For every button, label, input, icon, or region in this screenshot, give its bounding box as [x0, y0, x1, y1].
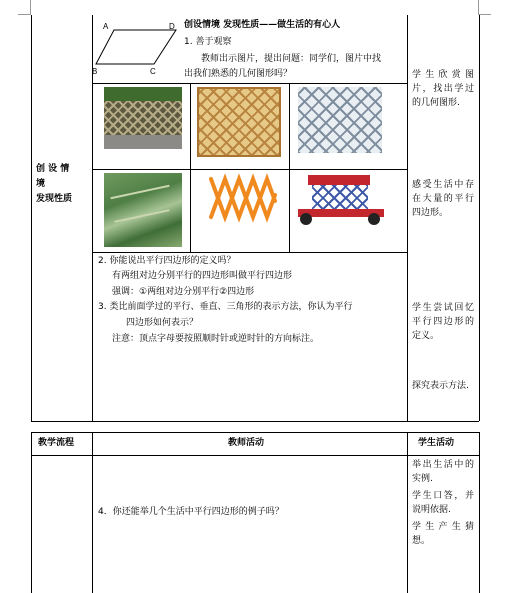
step3-line1: 3. 类比前面学过的平行、垂直、三角形的表示方法，你认为平行 [98, 302, 353, 312]
step1-line1: 教师出示图片，提出问题：同学们，图片中找 [201, 54, 382, 64]
table2-student-item-2: 学生口答，并说明依据. [412, 491, 474, 515]
photo-grid-bottom [92, 252, 407, 253]
photo-grid-top [92, 83, 407, 84]
photo-grid-col1 [190, 83, 191, 252]
parallelogram-figure [92, 20, 182, 80]
table1-col2-divider [407, 15, 408, 421]
table2-col1-divider [92, 432, 93, 593]
table2-right-border [479, 432, 480, 593]
parallelogram-shape [96, 30, 176, 64]
section-label-line2: 境 [36, 179, 46, 189]
table2-student-item-3: 学生产生猜想。 [412, 522, 474, 546]
header-teaching-flow: 教学流程 [38, 438, 75, 448]
step1-line2: 出我们熟悉的几何图形吗？ [184, 69, 293, 79]
step2-emphasis: 强调：①两组对边分别平行②四边形 [112, 287, 255, 297]
student-activity-4: 探究表示方法. [412, 381, 469, 391]
student-activity-2: 感受生活中存在大量的平行四边形。 [412, 180, 474, 218]
header-student-activity: 学生活动 [418, 438, 455, 448]
vertex-c-label: C [150, 67, 156, 76]
section-label-line1: 创 设 情 [36, 164, 70, 174]
step3-note: 注意：顶点字母要按照顺时针或逆时针的方向标注。 [112, 334, 320, 344]
photo-grid-middle [92, 169, 407, 170]
photo-expanding-orange-gate [207, 173, 279, 223]
student-activity-1: 学生欣赏图片，找出学过的几何图形. [412, 70, 474, 108]
photo-bamboo-lattice-fence [104, 87, 182, 149]
table2-header-divider [31, 455, 479, 456]
photo-diamond-wire-mesh [298, 87, 382, 153]
corner-mark-top-left [18, 0, 31, 15]
step4-question: 4．你还能举几个生活中平行四边形的例子吗？ [98, 507, 284, 517]
step2-title: 2. 你能说出平行四边形的定义吗？ [98, 256, 236, 266]
table1-right-border [479, 15, 480, 421]
table2-left-border [31, 432, 32, 593]
section-label-line3: 发现性质 [36, 194, 73, 204]
corner-mark-top-right [478, 0, 491, 15]
photo-wooden-lattice-panel [197, 87, 281, 157]
photo-grid-col2 [289, 83, 290, 252]
photo-aerial-farm-fields [104, 173, 182, 247]
table2-student-item-1: 举出生活中的实例. [412, 460, 474, 484]
step2-definition: 有两组对边分别平行的四边形叫做平行四边形 [112, 271, 293, 281]
step1-title: 1. 善于观察 [184, 37, 232, 47]
vertex-d-label: D [169, 22, 175, 31]
student-activity-3: 学生尝试回忆平行四边形的定义。 [412, 303, 474, 341]
step3-line2: 四边形如何表示？ [126, 318, 199, 328]
table1-left-border [31, 15, 32, 421]
header-teacher-activity: 教师活动 [228, 438, 265, 448]
table1-bottom-border [31, 421, 479, 422]
vertex-b-label: B [92, 67, 98, 76]
activity-heading: 创设情境 发现性质——做生活的有心人 [184, 20, 341, 30]
section-label [36, 162, 72, 207]
vertex-a-label: A [103, 22, 109, 31]
table2-col2-divider [407, 432, 408, 593]
photo-blue-lift-platform [298, 173, 384, 225]
table2-top-border [31, 432, 479, 433]
